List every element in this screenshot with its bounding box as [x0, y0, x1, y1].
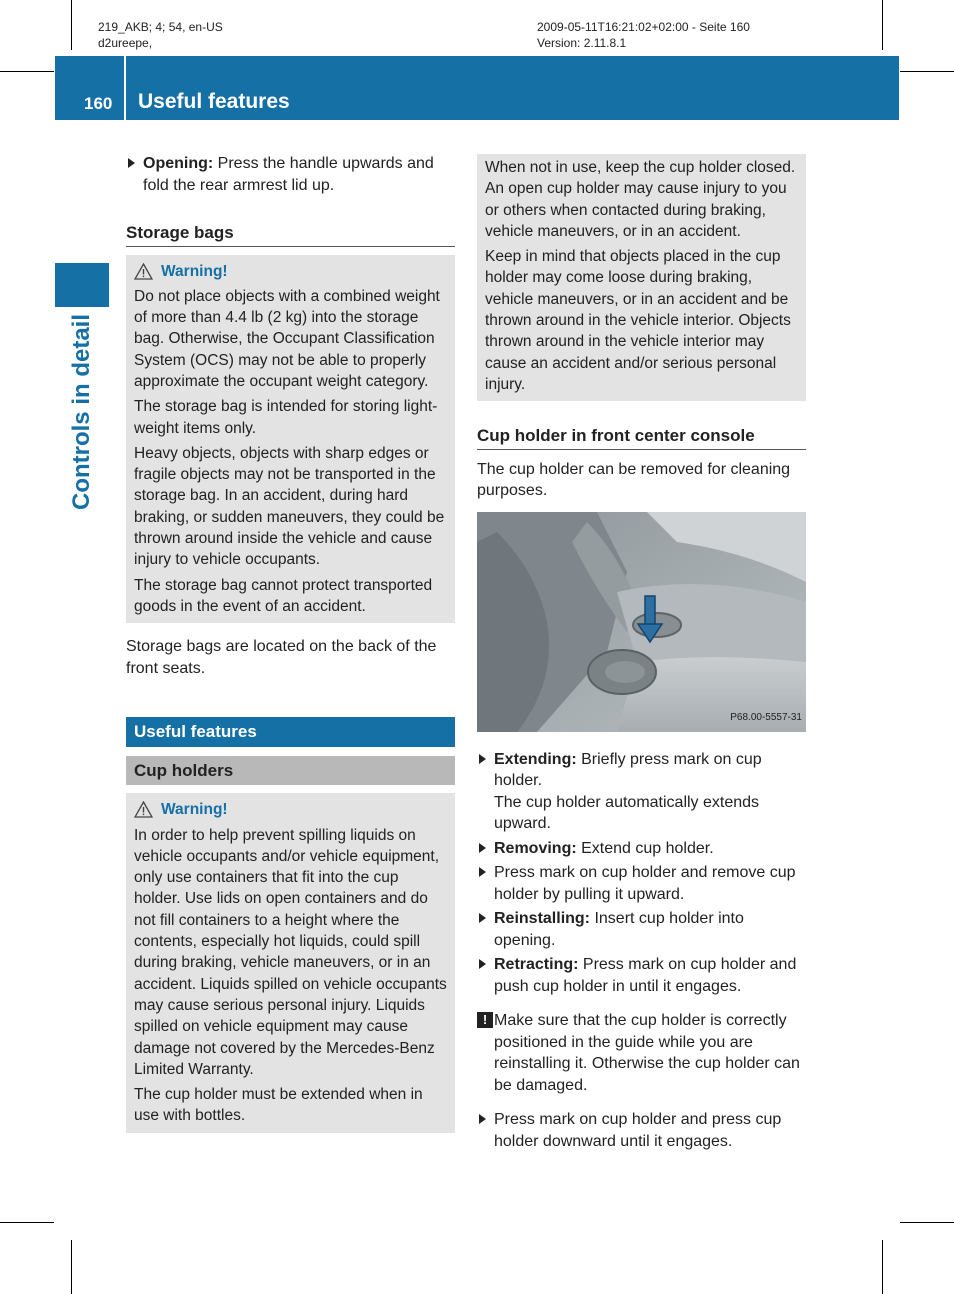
step-text: Press mark on cup holder and push cup holder in until it engages.	[494, 956, 797, 995]
crop-mark	[900, 71, 954, 72]
bullet-arrow-icon	[479, 913, 486, 923]
warning-paragraph: When not in use, keep the cup holder closed. An open cup holder may cause injury to you or others when contacted during braking, vehicle maneuvers, or in an accident.	[485, 159, 796, 240]
warning-title	[134, 799, 447, 820]
step-item	[477, 838, 806, 860]
step-item	[477, 862, 806, 905]
warning-paragraph: Heavy objects, objects with sharp edges or fragile objects may not be transported in the storage bag. In an accident, during hard braking, or sudden maneuvers, they could be thrown around inside the vehicle and cause injury to vehicle occupants.	[134, 444, 445, 569]
crop-mark	[0, 1222, 54, 1223]
side-tab-label: Controls in detail	[68, 313, 95, 511]
bullet-arrow-icon	[128, 158, 135, 168]
step-result: The cup holder automatically extends upward.	[494, 793, 760, 833]
print-meta-left-line1: 219_AKB; 4; 54, en-US	[98, 20, 223, 34]
warning-paragraph: The storage bag is intended for storing light-weight items only.	[134, 398, 438, 437]
print-meta-right	[537, 19, 750, 51]
step-item	[477, 954, 806, 997]
step-item	[477, 749, 806, 835]
warning-paragraph: Keep in mind that objects placed in the cup holder may come loose during braking, vehicle maneuvers, or in an accident and be thrown around in the vehicle interior. Objects thrown around in the vehicle interior may cause an accident and/or serious personal injury.	[485, 248, 791, 393]
crop-mark	[882, 1240, 883, 1294]
section-heading-band: Useful features	[126, 717, 455, 747]
photo-reference-code: P68.00-5557-31	[730, 712, 802, 724]
exclamation-icon: !	[477, 1012, 493, 1028]
print-meta-right-line1: 2009-05-11T16:21:02+02:00 - Seite 160	[537, 20, 750, 34]
warning-title	[134, 261, 447, 282]
storage-bags-heading: Storage bags	[126, 222, 455, 247]
warning-title-text: Warning!	[161, 262, 228, 280]
storage-warning-box	[126, 255, 455, 624]
step-item	[477, 908, 806, 951]
bullet-arrow-icon	[479, 867, 486, 877]
side-tab-marker	[55, 263, 109, 307]
warning-title-text: Warning!	[161, 801, 228, 819]
step-lead: Extending:	[494, 750, 577, 768]
page-title: Useful features	[138, 90, 290, 113]
opening-step	[126, 153, 455, 196]
center-console-illustration	[477, 512, 806, 732]
note-text: Make sure that the cup holder is correctly positioned in the guide while you are reinstalling it. Otherwise the cup holder can be damaged.	[494, 1012, 800, 1094]
warning-paragraph: In order to help prevent spilling liquids on vehicle occupants and/or vehicle equipment, only use containers that fit into the cup holder. Use lids on open containers and do not fill containers to a height where the contents, especially hot liquids, could spill during braking, vehicle maneuvers, or in an accident. Liquids spilled on vehicle occupants may cause serious personal injury. Liquids spilled on vehicle equipment may cause damage not covered by the Mercedes-Benz Limited Warranty.	[134, 826, 447, 1078]
step-text: Press the handle upwards and fold the rear armrest lid up.	[143, 155, 434, 194]
cup-holder-photo	[477, 512, 806, 732]
crop-mark	[71, 0, 72, 50]
crop-mark	[71, 1240, 72, 1294]
cup-holder-warning-box	[126, 793, 455, 1132]
page-number: 160	[84, 94, 113, 113]
final-step	[477, 1109, 806, 1152]
step-text: Extend cup holder.	[576, 839, 714, 857]
print-meta-left-line2: d2ureepe,	[98, 36, 153, 50]
step-lead: Opening:	[143, 155, 214, 172]
warning-triangle-icon	[134, 263, 153, 280]
storage-location-text: Storage bags are located on the back of the front seats.	[126, 638, 437, 677]
warning-continuation-box	[477, 154, 806, 401]
header-divider	[124, 56, 126, 120]
step-lead: Retracting:	[494, 956, 579, 974]
step-text: Press mark on cup holder and press cup holder downward until it engages.	[494, 1111, 782, 1150]
step-text: Briefly press mark on cup holder.	[494, 750, 762, 790]
print-meta-left	[98, 19, 223, 51]
warning-paragraph: The storage bag cannot protect transported goods in the event of an accident.	[134, 576, 433, 615]
warning-triangle-icon	[134, 801, 153, 818]
warning-paragraph: The cup holder must be extended when in use with bottles.	[134, 1086, 423, 1125]
print-meta-right-line2: Version: 2.11.8.1	[537, 36, 627, 50]
front-console-heading: Cup holder in front center console	[477, 425, 806, 450]
warning-paragraph: Do not place objects with a combined weight of more than 4.4 lb (2 kg) into the storage bag. Otherwise, the Occupant Classification System (OCS) may not be able to properly approximate the occupant weight category.	[134, 287, 440, 390]
bullet-arrow-icon	[479, 1114, 486, 1124]
crop-mark	[882, 0, 883, 50]
left-column	[126, 153, 455, 1133]
crop-mark	[900, 1222, 954, 1223]
cup-holder-steps	[477, 749, 806, 998]
step-text: Press mark on cup holder and remove cup holder by pulling it upward.	[494, 864, 796, 903]
step-lead: Reinstalling:	[494, 910, 591, 928]
bullet-arrow-icon	[479, 754, 486, 764]
crop-mark	[0, 71, 54, 72]
right-column	[477, 154, 806, 1152]
bullet-arrow-icon	[479, 959, 486, 969]
subsection-heading-band: Cup holders	[126, 756, 455, 786]
bullet-arrow-icon	[479, 843, 486, 853]
step-lead: Removing:	[494, 839, 577, 857]
front-console-intro: The cup holder can be removed for cleaning purposes.	[477, 460, 791, 500]
step-text: Insert cup holder into opening.	[494, 910, 744, 949]
caution-note	[477, 1010, 806, 1096]
